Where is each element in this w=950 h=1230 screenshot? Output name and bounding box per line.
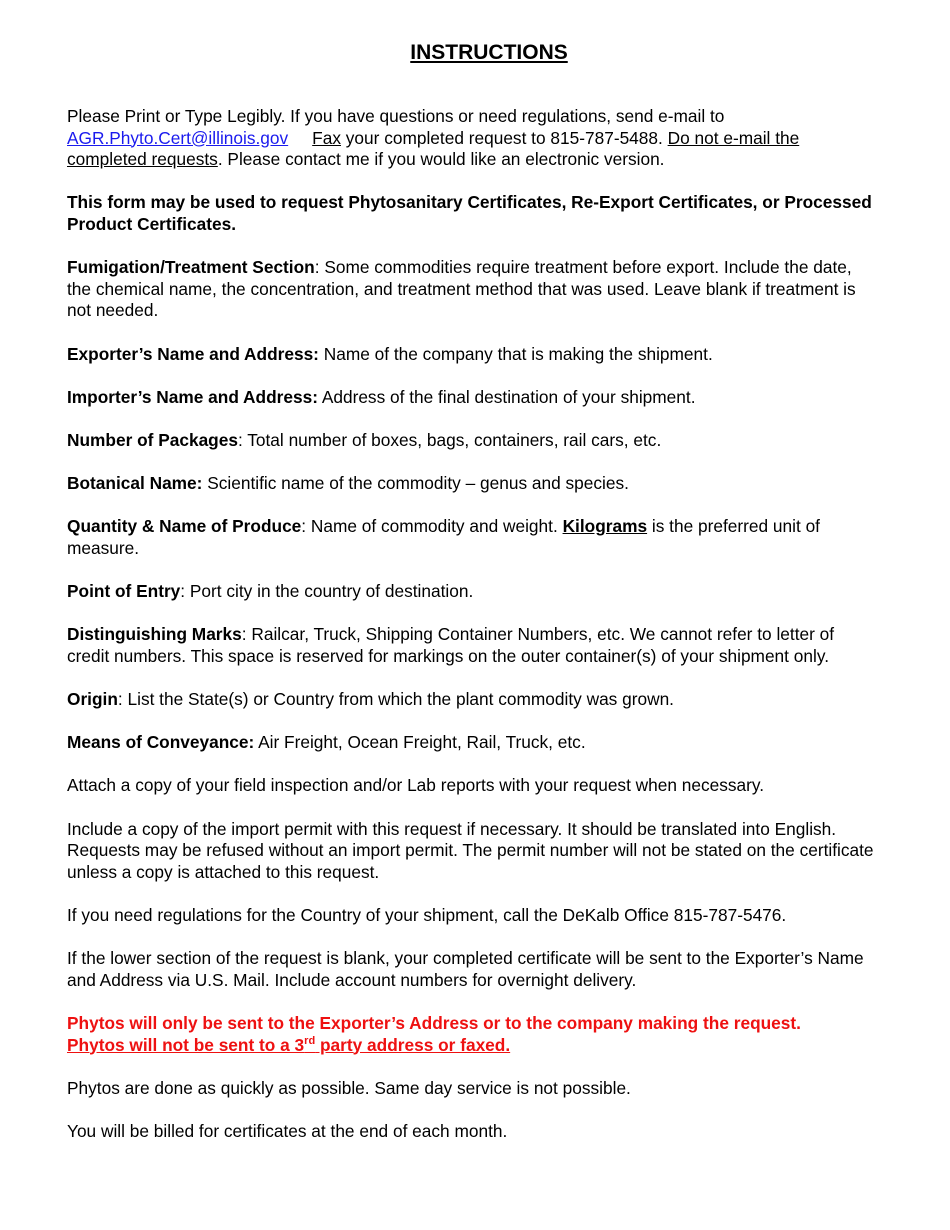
intro-text-2: your completed request to 815-787-5488. <box>340 127 668 148</box>
delivery-warning <box>67 1013 877 1056</box>
instructions-page <box>67 40 877 1164</box>
origin-paragraph <box>67 689 877 711</box>
origin-text: : List the State(s) or Country from which the plant commodity was grown. <box>117 689 674 710</box>
quantity-text-2: is the preferred unit of measure. <box>67 516 820 558</box>
packages-paragraph <box>67 430 877 452</box>
entry-label: Point of Entry <box>67 581 181 602</box>
warning-line-2 <box>67 1035 510 1055</box>
warning-line-1: Phytos will only be sent to the Exporter’s Address or to the company making the request. <box>67 1012 801 1033</box>
fumigation-label: Fumigation/Treatment Section <box>67 257 315 278</box>
warning-line-2a: Phytos will not be sent to a 3 <box>67 1034 305 1055</box>
warning-superscript: rd <box>304 1034 316 1047</box>
marks-paragraph <box>67 624 877 667</box>
regulations-note: If you need regulations for the Country of your shipment, call the DeKalb Office 815-787-5476. <box>67 904 787 925</box>
quantity-label: Quantity & Name of Produce <box>67 516 302 537</box>
speed-note: Phytos are done as quickly as possible. Same day service is not possible. <box>67 1077 631 1098</box>
form-use-note: This form may be used to request Phytosanitary Certificates, Re-Export Certificates, or Processed Product Certificates. <box>67 192 872 234</box>
page-title: INSTRUCTIONS <box>410 41 568 64</box>
conveyance-label: Means of Conveyance: <box>67 732 255 753</box>
origin-label: Origin <box>67 689 118 710</box>
exporter-label: Exporter’s Name and Address: <box>67 343 319 364</box>
email-link[interactable]: AGR.Phyto.Cert@illinois.gov <box>67 127 289 148</box>
conveyance-text: Air Freight, Ocean Freight, Rail, Truck, etc. <box>254 732 586 753</box>
quantity-text-1: : Name of commodity and weight. <box>301 516 563 537</box>
quantity-paragraph <box>67 516 877 559</box>
fax-label: Fax <box>312 127 341 148</box>
lower-section-note: If the lower section of the request is blank, your completed certificate will be sent to the Exporter’s Name and Address via U.S. Mail. Include account numbers for overnight delivery. <box>67 948 864 990</box>
packages-text: : Total number of boxes, bags, containers, rail cars, etc. <box>237 429 662 450</box>
entry-text: : Port city in the country of destination. <box>180 581 474 602</box>
attach-note: Attach a copy of your field inspection and/or Lab reports with your request when necessary. <box>67 775 765 796</box>
conveyance-paragraph <box>67 732 877 754</box>
exporter-paragraph <box>67 344 877 366</box>
exporter-text: Name of the company that is making the shipment. <box>318 343 713 364</box>
importer-text: Address of the final destination of your shipment. <box>317 386 696 407</box>
botanical-label: Botanical Name: <box>67 473 203 494</box>
packages-label: Number of Packages <box>67 429 238 450</box>
importer-paragraph <box>67 387 877 409</box>
fumigation-paragraph <box>67 257 877 322</box>
botanical-text: Scientific name of the commodity – genus and species. <box>202 473 629 494</box>
fumigation-text: : Some commodities require treatment before export. Include the date, the chemical name, the concentration, and treatment method that was used. Leave blank if treatment is not needed. <box>67 257 856 321</box>
entry-paragraph <box>67 581 877 603</box>
importer-label: Importer’s Name and Address: <box>67 386 318 407</box>
botanical-paragraph <box>67 473 877 495</box>
marks-text: : Railcar, Truck, Shipping Container Numbers, etc. We cannot refer to letter of credit numbers. This space is reserved for markings on the outer container(s) of your shipment only. <box>67 624 835 666</box>
intro-text-1: Please Print or Type Legibly. If you have questions or need regulations, send e-mail to <box>67 106 725 126</box>
permit-note: Include a copy of the import permit with this request if necessary. It should be translated into English. Requests may be refused without an import permit. The permit number will not be stated on the certificate unless a copy is attached to this request. <box>67 818 874 882</box>
no-email-note: Do not e-mail the completed requests <box>67 127 800 170</box>
marks-label: Distinguishing Marks <box>67 624 242 645</box>
warning-line-2b: party address or faxed. <box>315 1034 511 1055</box>
kilograms-emphasis: Kilograms <box>562 516 648 537</box>
intro-text-3: . Please contact me if you would like an electronic version. <box>217 149 665 170</box>
intro-paragraph <box>67 106 877 171</box>
billing-note: You will be billed for certificates at the end of each month. <box>67 1120 508 1141</box>
